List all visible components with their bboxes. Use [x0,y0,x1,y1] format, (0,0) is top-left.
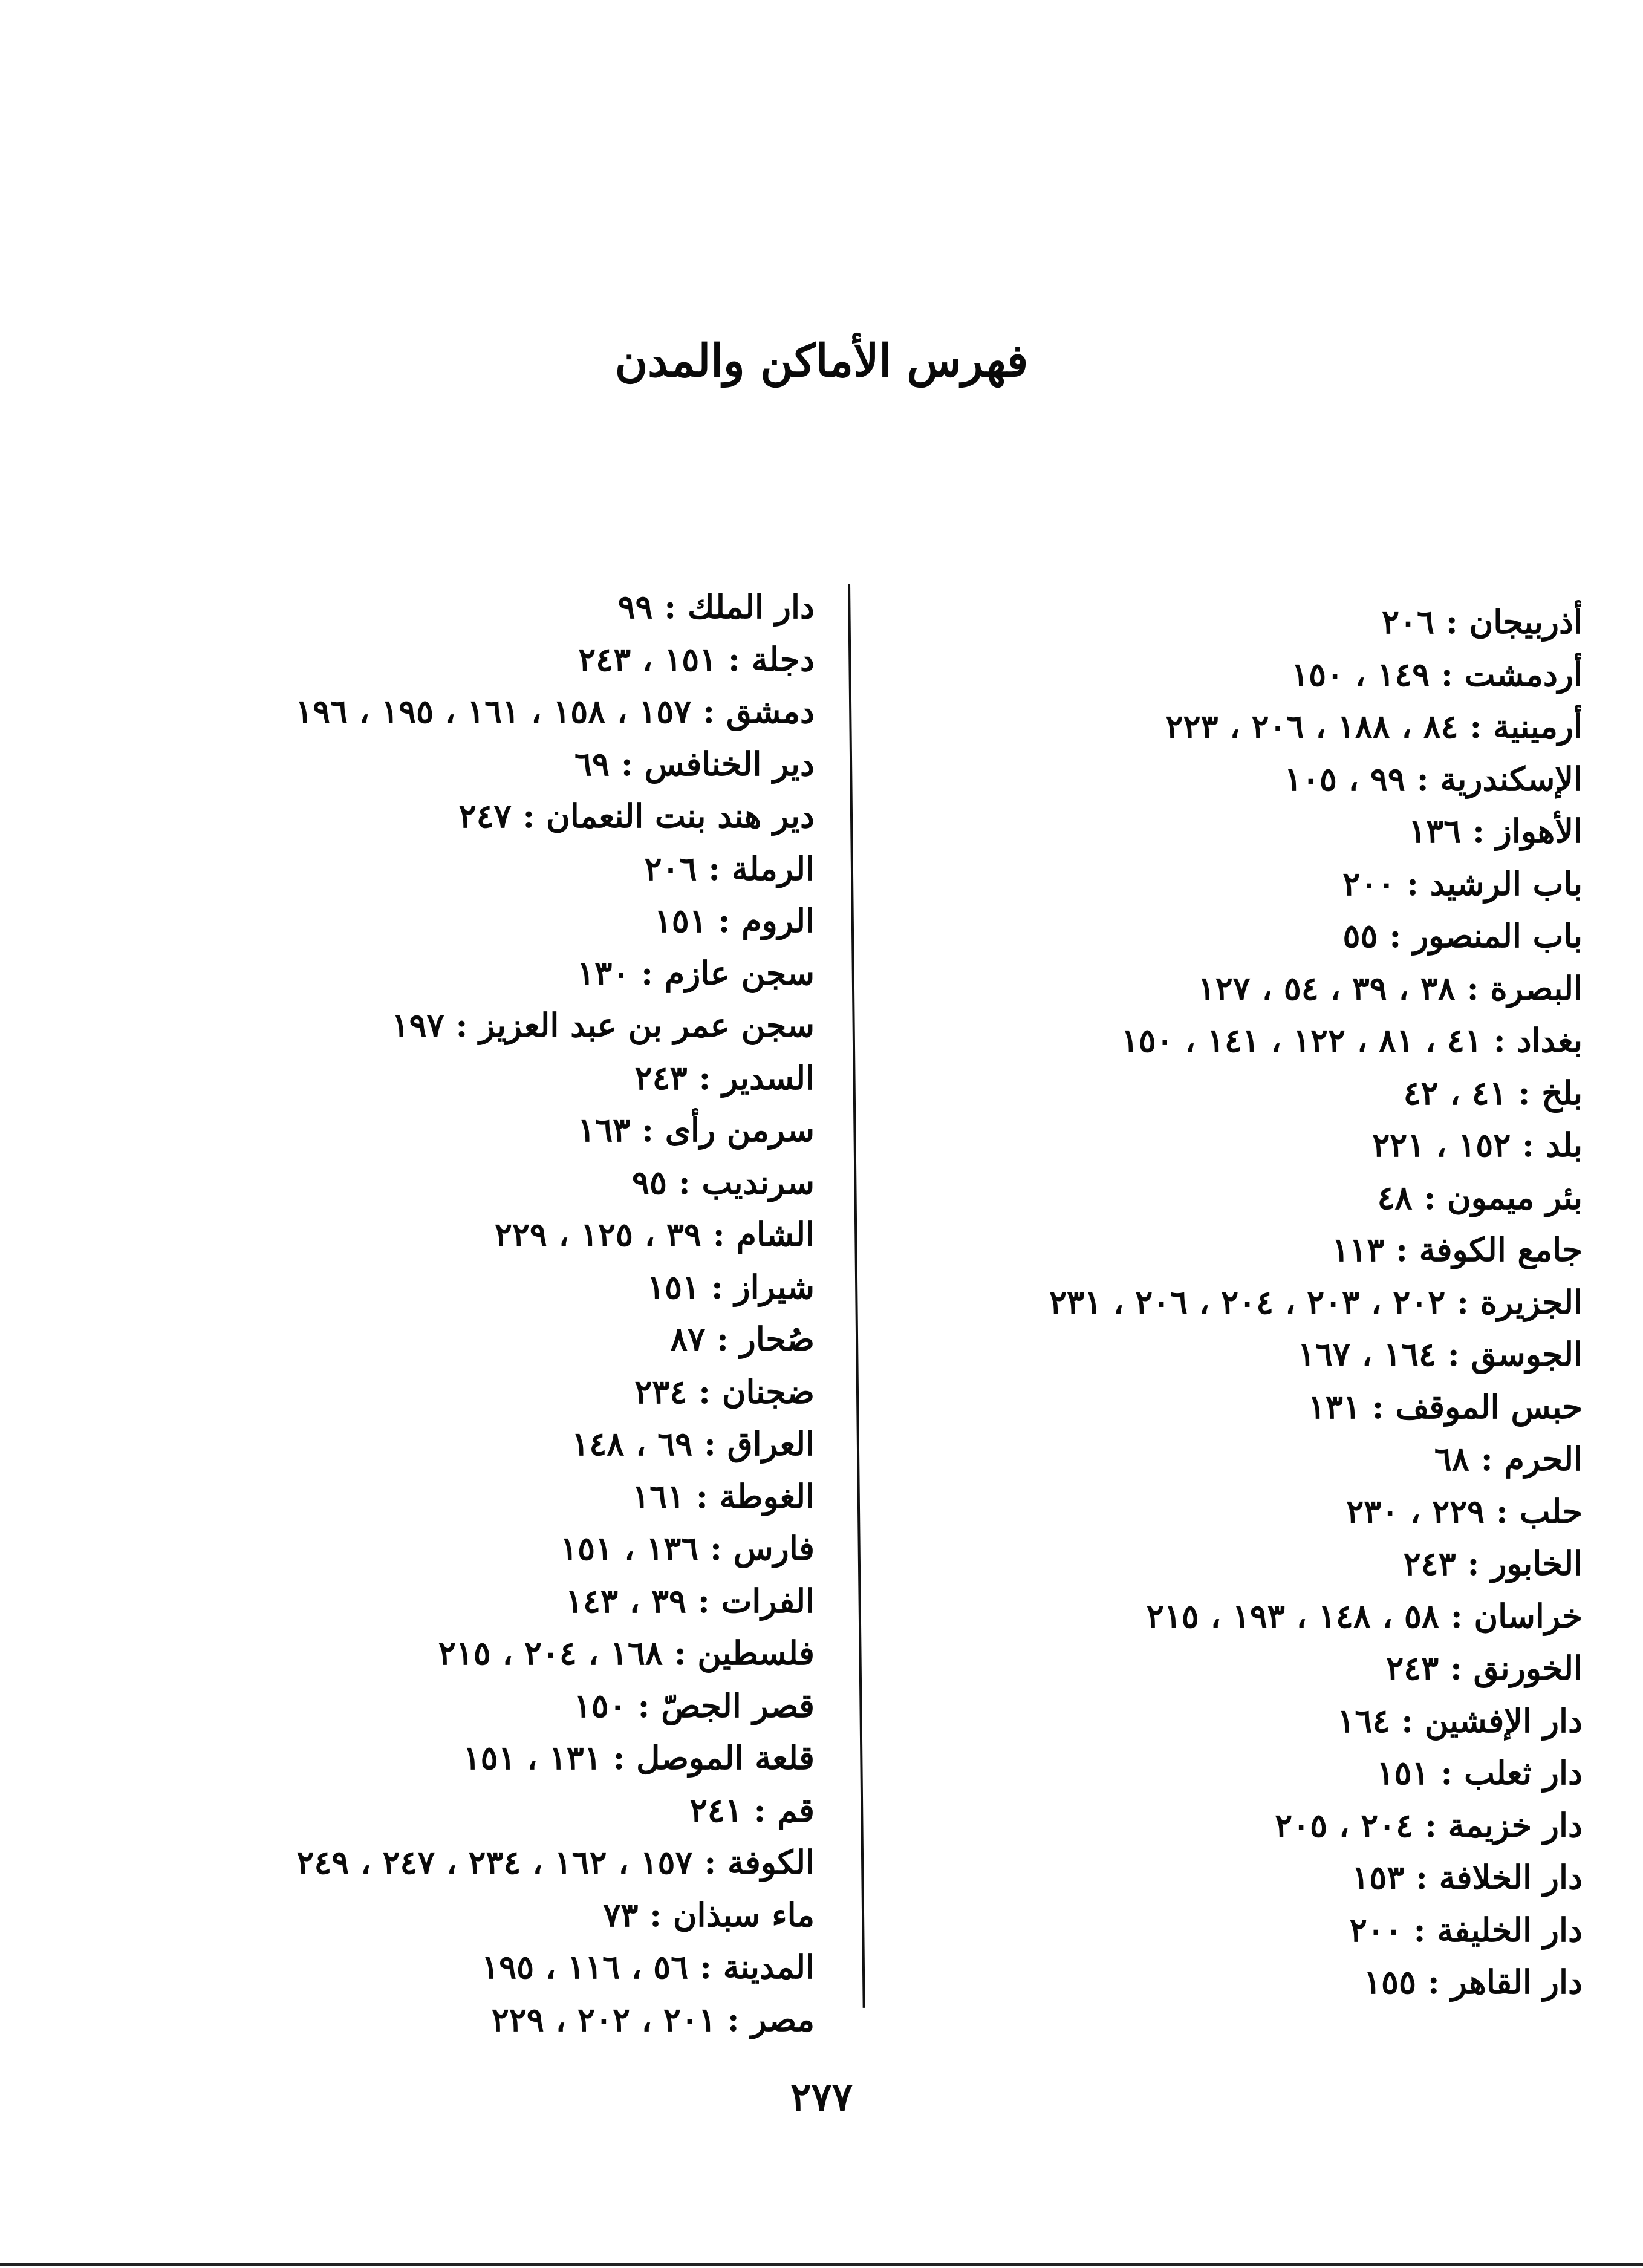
index-entry: أذربيجان : ٢٠٦ [1382,602,1583,641]
index-entry: سجن عمر بن عبد العزيز : ١٩٧ [391,1006,815,1044]
scan-border [0,2263,1643,2266]
index-entry: حلب : ٢٢٩ ، ٢٣٠ [1346,1491,1583,1531]
index-entry: دار الإفشين : ١٦٤ [1337,1701,1583,1740]
index-entry: الجزيرة : ٢٠٢ ، ٢٠٣ ، ٢٠٤ ، ٢٠٦ ، ٢٣١ [1049,1282,1583,1321]
index-entry: بغداد : ٤١ ، ٨١ ، ١٢٢ ، ١٤١ ، ١٥٠ [1121,1021,1583,1060]
index-entry: قلعة الموصل : ١٣١ ، ١٥١ [463,1738,815,1777]
index-entry: خراسان : ٥٨ ، ١٤٨ ، ١٩٣ ، ٢١٥ [1146,1596,1583,1635]
index-entry: فلسطين : ١٦٨ ، ٢٠٤ ، ٢١٥ [438,1634,815,1672]
index-entry: دار خزيمة : ٢٠٤ ، ٢٠٥ [1275,1805,1583,1845]
index-entry: الشام : ٣٩ ، ١٢٥ ، ٢٢٩ [494,1215,815,1254]
index-entry: دير الخنافس : ٦٩ [574,744,815,783]
index-entry: جامع الكوفة : ١١٣ [1332,1230,1583,1269]
index-entry: دار الخلافة : ١٥٣ [1352,1858,1583,1897]
index-entry: أردمشت : ١٤٩ ، ١٥٠ [1291,654,1583,694]
index-entry: دار الملك : ٩٩ [617,587,815,626]
index-entry: باب الرشيد : ٢٠٠ [1342,864,1583,903]
index-entry: دمشق : ١٥٧ ، ١٥٨ ، ١٦١ ، ١٩٥ ، ١٩٦ [295,692,815,731]
index-entry: الحرم : ٦٨ [1434,1439,1583,1478]
index-entry: البصرة : ٣٨ ، ٣٩ ، ٥٤ ، ١٢٧ [1197,968,1583,1008]
index-entry: صُحار : ٨٧ [670,1320,815,1358]
index-entry: باب المنصور : ٥٥ [1342,916,1583,955]
index-entry: فارس : ١٣٦ ، ١٥١ [560,1529,815,1568]
index-entry: قم : ٢٤١ [689,1790,815,1830]
index-entry: الجوسق : ١٦٤ ، ١٦٧ [1297,1335,1583,1374]
index-entry: أرمينية : ٨٤ ، ١٨٨ ، ٢٠٦ ، ٢٢٣ [1165,707,1583,746]
index-entry: العراق : ٦٩ ، ١٤٨ [571,1424,815,1463]
index-entry: دار القاهر : ١٥٥ [1364,1963,1583,2001]
index-entry: دار ثعلب : ١٥١ [1376,1753,1583,1792]
index-entry: الكوفة : ١٥٧ ، ١٦٢ ، ٢٣٤ ، ٢٤٧ ، ٢٤٩ [296,1843,815,1882]
page-title: فهرس الأماكن والمدن [614,335,1029,387]
index-column-left [34,581,815,2045]
index-entry: سرمن رأى : ١٦٣ [577,1110,815,1149]
index-entry: الخورنق : ٢٤٣ [1386,1649,1583,1687]
index-entry: بئر ميمون : ٤٨ [1377,1178,1583,1217]
index-entry: دجلة : ١٥١ ، ٢٤٣ [578,639,815,679]
index-entry: دير هند بنت النعمان : ٢٤٧ [458,797,815,835]
index-entry: الروم : ١٥١ [654,901,815,940]
index-entry: الرملة : ٢٠٦ [644,849,815,888]
page-number: ٢٧٧ [790,2074,853,2120]
index-entry: بلخ : ٤١ ، ٤٢ [1403,1073,1583,1112]
index-entry: الفرات : ٣٩ ، ١٤٣ [565,1581,815,1620]
index-entry: سرنديب : ٩٥ [631,1162,815,1202]
index-entry: ضجنان : ٢٣٤ [634,1372,815,1411]
index-entry: السدير : ٢٤٣ [634,1058,815,1097]
index-entry: الأهواز : ١٣٦ [1408,812,1583,850]
index-entry: سجن عازم : ١٣٠ [577,953,815,992]
index-entry: المدينة : ٥٦ ، ١١٦ ، ١٩٥ [481,1947,815,1986]
index-entry: بلد : ١٥٢ ، ٢٢١ [1372,1126,1583,1164]
index-entry: الإسكندرية : ٩٩ ، ١٠٥ [1284,759,1583,798]
index-entry: مصر : ٢٠١ ، ٢٠٢ ، ٢٢٩ [491,1999,815,2039]
index-column-right [839,596,1583,2009]
index-entry: دار الخليفة : ٢٠٠ [1349,1910,1583,1949]
index-entry: شيراز : ١٥١ [647,1267,815,1306]
index-entry: قصر الجصّ : ١٥٠ [573,1686,815,1725]
index-entry: ماء سبذان : ٧٣ [603,1895,815,1934]
index-entry: الخابور : ٢٤٣ [1403,1544,1583,1583]
index-entry: الغوطة : ١٦١ [632,1476,815,1516]
index-entry: حبس الموقف : ١٣١ [1307,1387,1583,1426]
